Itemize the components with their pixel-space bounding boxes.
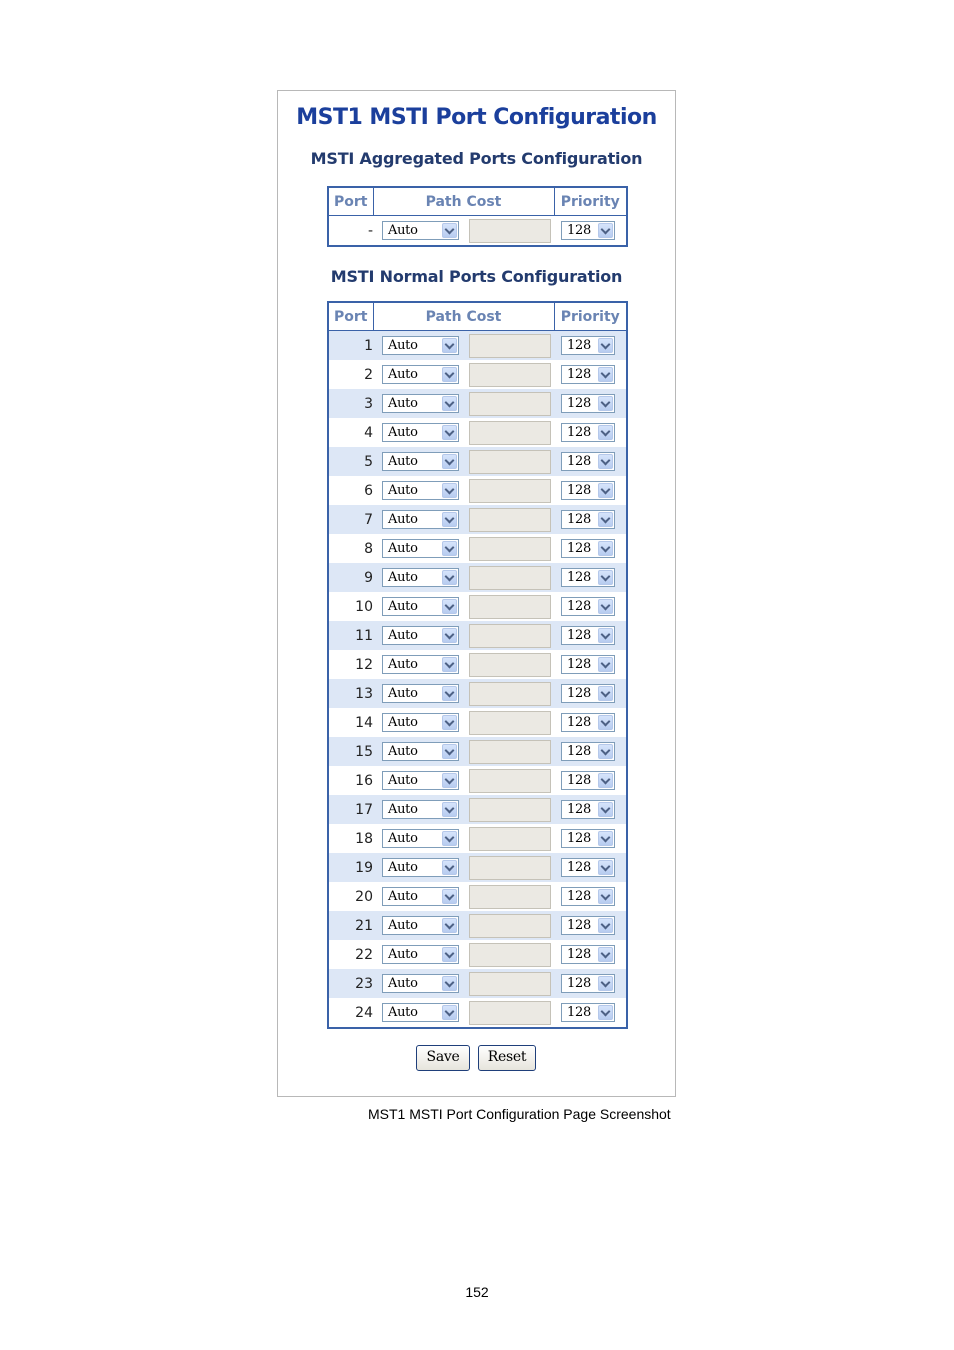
column-header-path-cost: Path Cost xyxy=(373,302,554,331)
table-row xyxy=(328,534,627,563)
table-row xyxy=(328,737,627,766)
path-cost-input[interactable] xyxy=(469,624,551,648)
chevron-down-icon[interactable] xyxy=(442,396,457,411)
chevron-down-icon[interactable] xyxy=(442,918,457,933)
path-cost-select-value: Auto xyxy=(388,918,418,933)
path-cost-input[interactable] xyxy=(469,595,551,619)
path-cost-select[interactable] xyxy=(382,974,459,993)
chevron-down-icon[interactable] xyxy=(598,889,613,904)
table-row xyxy=(328,563,627,592)
path-cost-input[interactable] xyxy=(469,827,551,851)
port-number: 3 xyxy=(328,389,373,418)
chevron-down-icon[interactable] xyxy=(598,425,613,440)
chevron-down-icon[interactable] xyxy=(598,744,613,759)
path-cost-select[interactable] xyxy=(382,742,459,761)
port-number: 15 xyxy=(328,737,373,766)
priority-select-value: 128 xyxy=(567,918,591,933)
port-number: 19 xyxy=(328,853,373,882)
path-cost-input[interactable] xyxy=(469,334,551,358)
chevron-down-icon[interactable] xyxy=(598,773,613,788)
priority-select-value: 128 xyxy=(567,425,591,440)
figure-caption: MST1 MSTI Port Configuration Page Screenshot xyxy=(368,1106,671,1122)
chevron-down-icon[interactable] xyxy=(442,483,457,498)
table-row xyxy=(328,824,627,853)
chevron-down-icon[interactable] xyxy=(598,1005,613,1020)
path-cost-select[interactable] xyxy=(382,481,459,500)
chevron-down-icon[interactable] xyxy=(442,860,457,875)
priority-select-value: 128 xyxy=(567,657,591,672)
chevron-down-icon[interactable] xyxy=(442,541,457,556)
priority-select-value: 128 xyxy=(567,744,591,759)
path-cost-select[interactable] xyxy=(382,597,459,616)
chevron-down-icon[interactable] xyxy=(598,715,613,730)
chevron-down-icon[interactable] xyxy=(442,744,457,759)
chevron-down-icon[interactable] xyxy=(598,657,613,672)
chevron-down-icon[interactable] xyxy=(598,512,613,527)
port-number: 5 xyxy=(328,447,373,476)
table-row xyxy=(328,592,627,621)
path-cost-select-value: Auto xyxy=(388,599,418,614)
port-number: 8 xyxy=(328,534,373,563)
priority-select[interactable] xyxy=(561,597,615,616)
priority-select[interactable] xyxy=(561,221,615,240)
path-cost-select-value: Auto xyxy=(388,860,418,875)
table-row xyxy=(328,476,627,505)
table-row xyxy=(328,882,627,911)
table-row xyxy=(328,360,627,389)
port-number: 13 xyxy=(328,679,373,708)
port-number: 18 xyxy=(328,824,373,853)
table-row xyxy=(328,853,627,882)
path-cost-select[interactable] xyxy=(382,452,459,471)
path-cost-input[interactable] xyxy=(469,508,551,532)
port-number: 20 xyxy=(328,882,373,911)
port-number: 16 xyxy=(328,766,373,795)
chevron-down-icon[interactable] xyxy=(442,889,457,904)
priority-select-value: 128 xyxy=(567,686,591,701)
path-cost-input[interactable] xyxy=(469,972,551,996)
priority-select[interactable] xyxy=(561,858,615,877)
path-cost-select-value: Auto xyxy=(388,512,418,527)
port-number: 4 xyxy=(328,418,373,447)
priority-select-value: 128 xyxy=(567,715,591,730)
priority-select-value: 128 xyxy=(567,802,591,817)
priority-select-value: 128 xyxy=(567,628,591,643)
priority-select[interactable] xyxy=(561,945,615,964)
path-cost-select-value: Auto xyxy=(388,570,418,585)
aggregated-section-title: MSTI Aggregated Ports Configuration xyxy=(310,149,643,168)
path-cost-select-value: Auto xyxy=(388,715,418,730)
chevron-down-icon[interactable] xyxy=(442,628,457,643)
chevron-down-icon[interactable] xyxy=(442,425,457,440)
priority-select[interactable] xyxy=(561,423,615,442)
path-cost-select[interactable] xyxy=(382,829,459,848)
path-cost-select-value: Auto xyxy=(388,802,418,817)
port-number: 1 xyxy=(328,331,373,361)
table-row xyxy=(328,679,627,708)
port-number: 7 xyxy=(328,505,373,534)
priority-select-value: 128 xyxy=(567,976,591,991)
path-cost-select-value: Auto xyxy=(388,338,418,353)
path-cost-input[interactable] xyxy=(469,392,551,416)
chevron-down-icon[interactable] xyxy=(442,831,457,846)
path-cost-input[interactable] xyxy=(469,856,551,880)
path-cost-input[interactable] xyxy=(469,1001,551,1025)
table-row xyxy=(328,216,627,247)
chevron-down-icon[interactable] xyxy=(598,570,613,585)
table-row xyxy=(328,969,627,998)
path-cost-select[interactable] xyxy=(382,423,459,442)
priority-select[interactable] xyxy=(561,800,615,819)
priority-select-value: 128 xyxy=(567,396,591,411)
priority-select-value: 128 xyxy=(567,831,591,846)
path-cost-select[interactable] xyxy=(382,365,459,384)
chevron-down-icon[interactable] xyxy=(442,715,457,730)
priority-select[interactable] xyxy=(561,365,615,384)
port-number: 14 xyxy=(328,708,373,737)
chevron-down-icon[interactable] xyxy=(598,860,613,875)
path-cost-input[interactable] xyxy=(469,798,551,822)
port-number: 21 xyxy=(328,911,373,940)
chevron-down-icon[interactable] xyxy=(442,686,457,701)
path-cost-input[interactable] xyxy=(469,943,551,967)
table-row xyxy=(328,621,627,650)
priority-select-value: 128 xyxy=(567,223,591,238)
priority-select-value: 128 xyxy=(567,512,591,527)
priority-select-value: 128 xyxy=(567,570,591,585)
path-cost-select[interactable] xyxy=(382,771,459,790)
table-row xyxy=(328,505,627,534)
path-cost-select-value: Auto xyxy=(388,831,418,846)
chevron-down-icon[interactable] xyxy=(442,976,457,991)
chevron-down-icon[interactable] xyxy=(442,1005,457,1020)
aggregated-ports-table xyxy=(327,186,628,247)
table-row xyxy=(328,447,627,476)
chevron-down-icon[interactable] xyxy=(598,396,613,411)
path-cost-select-value: Auto xyxy=(388,1005,418,1020)
priority-select[interactable] xyxy=(561,742,615,761)
path-cost-input[interactable] xyxy=(469,450,551,474)
chevron-down-icon[interactable] xyxy=(598,454,613,469)
save-button[interactable]: Save xyxy=(416,1045,470,1071)
chevron-down-icon[interactable] xyxy=(442,338,457,353)
priority-select[interactable] xyxy=(561,452,615,471)
path-cost-select-value: Auto xyxy=(388,454,418,469)
chevron-down-icon[interactable] xyxy=(598,628,613,643)
path-cost-input[interactable] xyxy=(469,363,551,387)
port-number: 11 xyxy=(328,621,373,650)
chevron-down-icon[interactable] xyxy=(442,657,457,672)
chevron-down-icon[interactable] xyxy=(598,367,613,382)
path-cost-input[interactable] xyxy=(469,914,551,938)
path-cost-input[interactable] xyxy=(469,653,551,677)
normal-section-title: MSTI Normal Ports Configuration xyxy=(330,267,623,286)
chevron-down-icon[interactable] xyxy=(598,802,613,817)
port-number: 9 xyxy=(328,563,373,592)
path-cost-select-value: Auto xyxy=(388,541,418,556)
priority-select-value: 128 xyxy=(567,483,591,498)
column-header-priority: Priority xyxy=(554,187,627,216)
path-cost-input[interactable] xyxy=(469,421,551,445)
path-cost-select-value: Auto xyxy=(388,773,418,788)
path-cost-select[interactable] xyxy=(382,626,459,645)
chevron-down-icon[interactable] xyxy=(598,686,613,701)
column-header-priority: Priority xyxy=(554,302,627,331)
chevron-down-icon[interactable] xyxy=(442,802,457,817)
path-cost-select[interactable] xyxy=(382,1003,459,1022)
path-cost-select-value: Auto xyxy=(388,628,418,643)
path-cost-select-value: Auto xyxy=(388,947,418,962)
priority-select[interactable] xyxy=(561,626,615,645)
priority-select[interactable] xyxy=(561,394,615,413)
priority-select-value: 128 xyxy=(567,773,591,788)
path-cost-select-value: Auto xyxy=(388,483,418,498)
table-row xyxy=(328,911,627,940)
path-cost-select[interactable] xyxy=(382,539,459,558)
table-row xyxy=(328,795,627,824)
table-row xyxy=(328,940,627,969)
chevron-down-icon[interactable] xyxy=(598,947,613,962)
priority-select-value: 128 xyxy=(567,1005,591,1020)
table-row xyxy=(328,766,627,795)
path-cost-select[interactable] xyxy=(382,655,459,674)
config-panel xyxy=(277,90,676,1097)
priority-select-value: 128 xyxy=(567,947,591,962)
path-cost-input[interactable] xyxy=(469,566,551,590)
path-cost-input[interactable] xyxy=(469,769,551,793)
port-number: 23 xyxy=(328,969,373,998)
priority-select-value: 128 xyxy=(567,541,591,556)
path-cost-select-value: Auto xyxy=(388,686,418,701)
column-header-port: Port xyxy=(328,302,373,331)
path-cost-select[interactable] xyxy=(382,336,459,355)
priority-select[interactable] xyxy=(561,481,615,500)
path-cost-select-value: Auto xyxy=(388,223,418,238)
path-cost-input[interactable] xyxy=(469,219,551,243)
priority-select[interactable] xyxy=(561,568,615,587)
port-number: - xyxy=(328,216,373,247)
port-number: 10 xyxy=(328,592,373,621)
priority-select[interactable] xyxy=(561,887,615,906)
priority-select[interactable] xyxy=(561,539,615,558)
path-cost-select-value: Auto xyxy=(388,396,418,411)
priority-select[interactable] xyxy=(561,510,615,529)
chevron-down-icon[interactable] xyxy=(598,831,613,846)
path-cost-input[interactable] xyxy=(469,682,551,706)
port-number: 22 xyxy=(328,940,373,969)
path-cost-select-value: Auto xyxy=(388,425,418,440)
path-cost-input[interactable] xyxy=(469,479,551,503)
chevron-down-icon[interactable] xyxy=(598,223,613,238)
path-cost-select-value: Auto xyxy=(388,744,418,759)
port-number: 6 xyxy=(328,476,373,505)
priority-select-value: 128 xyxy=(567,860,591,875)
port-number: 24 xyxy=(328,998,373,1028)
chevron-down-icon[interactable] xyxy=(598,918,613,933)
column-header-port: Port xyxy=(328,187,373,216)
table-row xyxy=(328,998,627,1028)
table-row xyxy=(328,708,627,737)
path-cost-select[interactable] xyxy=(382,887,459,906)
path-cost-select[interactable] xyxy=(382,800,459,819)
priority-select-value: 128 xyxy=(567,367,591,382)
chevron-down-icon[interactable] xyxy=(598,338,613,353)
normal-ports-table xyxy=(327,301,628,1029)
column-header-path-cost: Path Cost xyxy=(373,187,554,216)
path-cost-select-value: Auto xyxy=(388,367,418,382)
path-cost-select[interactable] xyxy=(382,713,459,732)
path-cost-select-value: Auto xyxy=(388,657,418,672)
path-cost-select-value: Auto xyxy=(388,976,418,991)
path-cost-select[interactable] xyxy=(382,684,459,703)
priority-select[interactable] xyxy=(561,336,615,355)
path-cost-select[interactable] xyxy=(382,858,459,877)
chevron-down-icon[interactable] xyxy=(598,976,613,991)
chevron-down-icon[interactable] xyxy=(598,599,613,614)
priority-select[interactable] xyxy=(561,1003,615,1022)
priority-select[interactable] xyxy=(561,655,615,674)
reset-button[interactable]: Reset xyxy=(478,1045,536,1071)
path-cost-select[interactable] xyxy=(382,221,459,240)
port-number: 17 xyxy=(328,795,373,824)
chevron-down-icon[interactable] xyxy=(442,773,457,788)
chevron-down-icon[interactable] xyxy=(598,483,613,498)
priority-select-value: 128 xyxy=(567,454,591,469)
table-row xyxy=(328,389,627,418)
priority-select-value: 128 xyxy=(567,599,591,614)
page-title: MST1 MSTI Port Configuration xyxy=(296,105,657,130)
chevron-down-icon[interactable] xyxy=(442,512,457,527)
path-cost-select[interactable] xyxy=(382,510,459,529)
priority-select[interactable] xyxy=(561,771,615,790)
chevron-down-icon[interactable] xyxy=(442,947,457,962)
priority-select[interactable] xyxy=(561,916,615,935)
priority-select[interactable] xyxy=(561,713,615,732)
chevron-down-icon[interactable] xyxy=(442,367,457,382)
path-cost-select[interactable] xyxy=(382,568,459,587)
chevron-down-icon[interactable] xyxy=(442,570,457,585)
table-row xyxy=(328,418,627,447)
path-cost-select[interactable] xyxy=(382,394,459,413)
chevron-down-icon[interactable] xyxy=(442,599,457,614)
path-cost-input[interactable] xyxy=(469,537,551,561)
path-cost-select[interactable] xyxy=(382,945,459,964)
table-row xyxy=(328,331,627,361)
path-cost-input[interactable] xyxy=(469,740,551,764)
priority-select[interactable] xyxy=(561,684,615,703)
table-row xyxy=(328,650,627,679)
path-cost-input[interactable] xyxy=(469,885,551,909)
path-cost-input[interactable] xyxy=(469,711,551,735)
port-number: 2 xyxy=(328,360,373,389)
priority-select[interactable] xyxy=(561,829,615,848)
port-number: 12 xyxy=(328,650,373,679)
priority-select[interactable] xyxy=(561,974,615,993)
priority-select-value: 128 xyxy=(567,338,591,353)
chevron-down-icon[interactable] xyxy=(598,541,613,556)
chevron-down-icon[interactable] xyxy=(442,223,457,238)
path-cost-select[interactable] xyxy=(382,916,459,935)
page-number: 152 xyxy=(465,1284,489,1300)
path-cost-select-value: Auto xyxy=(388,889,418,904)
chevron-down-icon[interactable] xyxy=(442,454,457,469)
priority-select-value: 128 xyxy=(567,889,591,904)
